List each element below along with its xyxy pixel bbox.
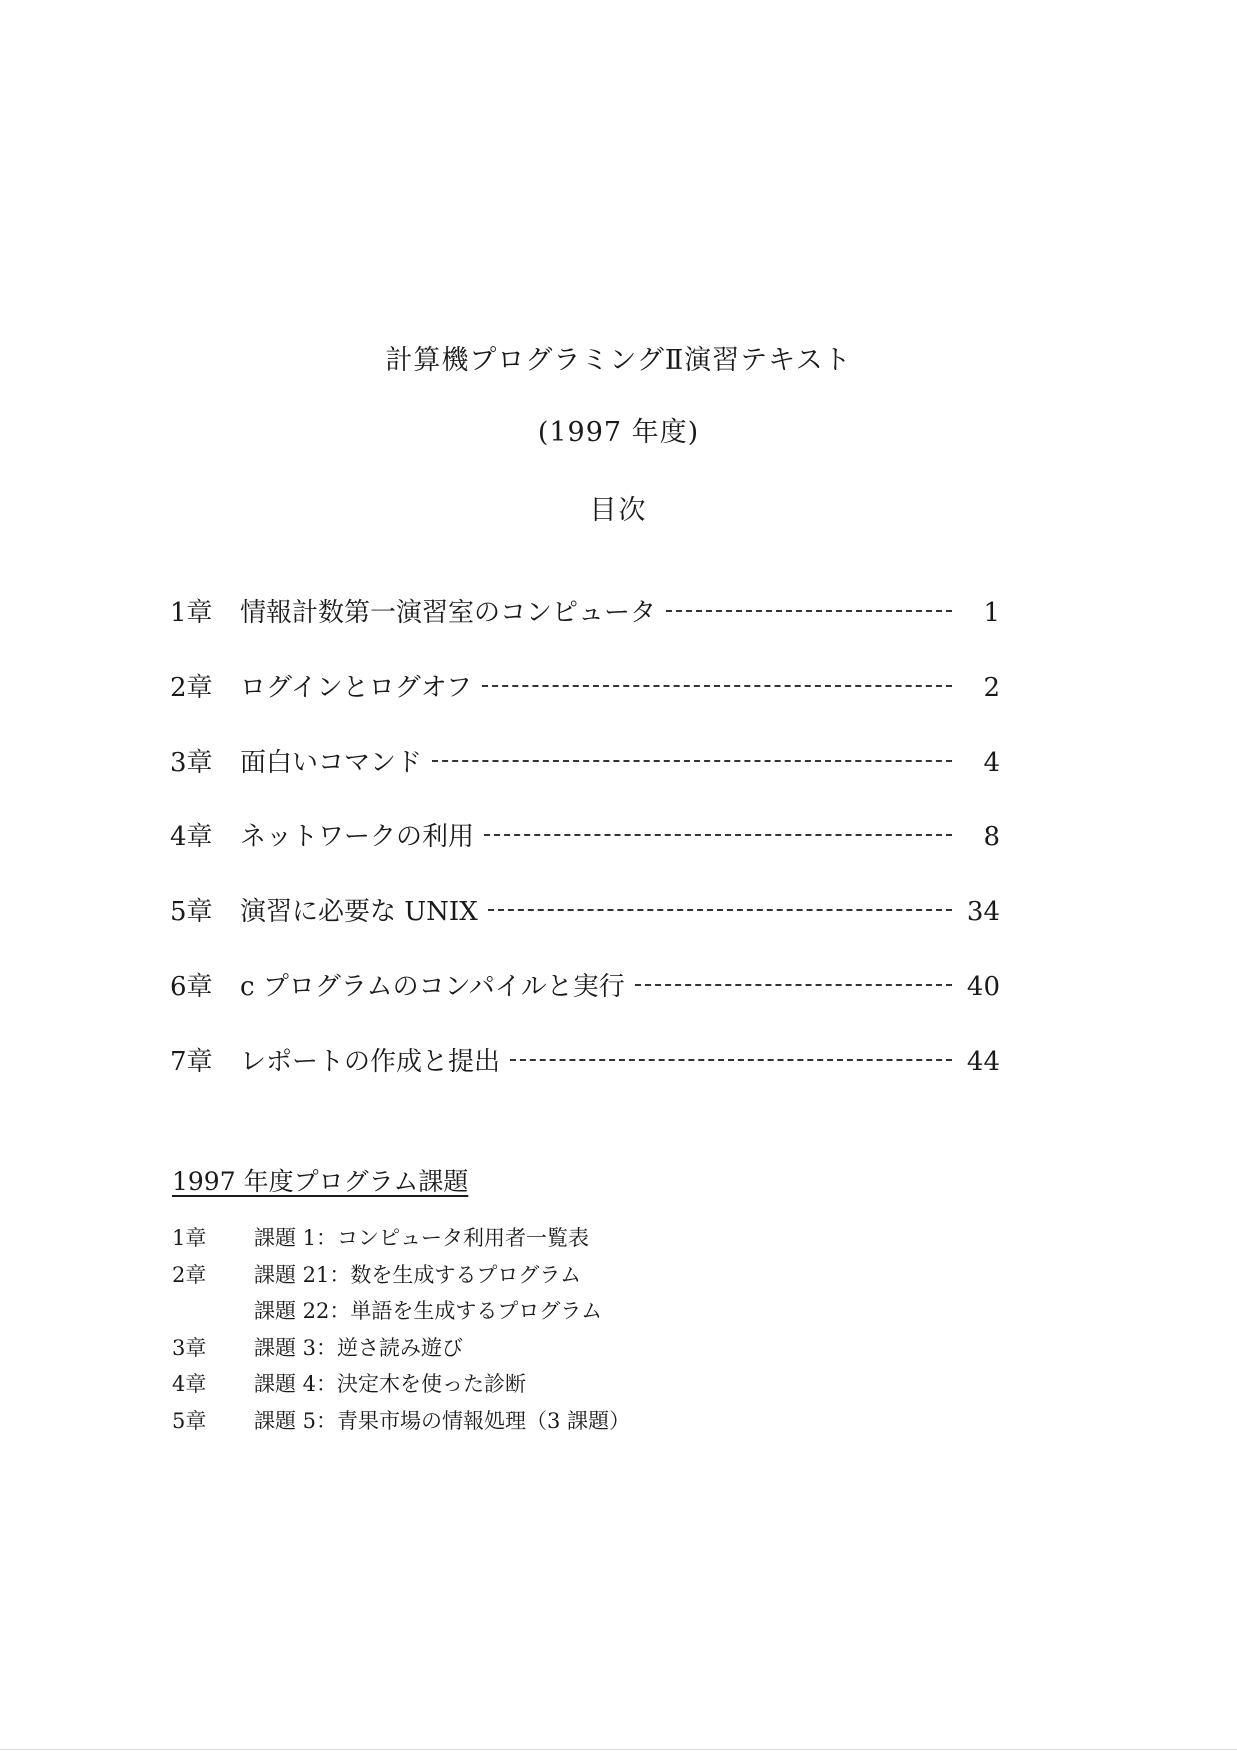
assignment-item [172,1222,630,1259]
assignment-text: 課題 21：数を生成するプログラム [254,1262,582,1287]
toc-chapter-number: 5章 [170,897,213,928]
toc-page-number: 8 [983,822,1000,853]
toc-chapter-number: 3章 [170,747,213,778]
toc-page-number: 4 [983,747,1000,778]
toc-entry [170,891,1000,966]
document-year: (1997 年度) [537,417,700,448]
toc-chapter-number: 2章 [170,672,213,703]
assignment-text: 課題 3：逆さ読み遊び [254,1335,464,1360]
toc-chapter-title: ネットワークの利用 [240,822,475,853]
assignment-text: 課題 22：単語を生成するプログラム [254,1299,603,1324]
assignment-text: 課題 4：決定木を使った診断 [254,1372,527,1397]
dot-leader [666,610,952,612]
assignment-text: 課題 5：青果市場の情報処理（3 課題） [254,1408,631,1433]
assignment-chapter: 4章 [172,1372,207,1397]
toc-entry [170,816,1000,891]
toc-entry [170,592,1000,667]
toc-page-number: 1 [983,598,1000,628]
toc-entry [170,742,1000,817]
dot-leader [484,834,952,836]
assignments-heading: 1997 年度プログラム課題 [172,1167,469,1196]
assignments-list [172,1222,630,1442]
toc-chapter-number: 6章 [170,971,213,1002]
toc-page-number: 2 [983,672,1000,703]
table-of-contents [170,592,1000,1116]
dot-leader [432,760,952,762]
assignment-item [172,1405,630,1442]
toc-chapter-title: c プログラムのコンパイルと実行 [240,971,625,1002]
toc-heading: 目次 [589,495,648,526]
toc-page-number: 34 [966,897,1000,928]
dot-leader [488,909,952,911]
toc-entry [170,966,1000,1041]
toc-chapter-number: 1章 [170,598,213,628]
dot-leader [510,1059,952,1061]
toc-chapter-title: ログインとログオフ [240,672,472,703]
toc-chapter-title: 演習に必要な UNIX [240,897,478,928]
assignment-item [172,1259,630,1296]
toc-chapter-number: 4章 [170,822,213,853]
toc-chapter-title: 情報計数第一演習室のコンピュータ [240,598,657,628]
toc-page-number: 44 [966,1046,1000,1077]
toc-chapter-number: 7章 [170,1046,213,1077]
scan-edge-line [0,1749,1237,1750]
toc-chapter-title: 面白いコマンド [240,747,423,778]
dot-leader [635,984,952,986]
toc-entry [170,1041,1000,1116]
assignment-chapter: 1章 [172,1226,207,1250]
assignment-chapter: 3章 [172,1335,207,1360]
assignment-chapter: 5章 [172,1408,207,1433]
assignment-text: 課題 1：コンピュータ利用者一覧表 [254,1226,590,1250]
toc-entry [170,667,1000,742]
dot-leader [482,685,952,687]
toc-page-number: 40 [966,971,1000,1002]
assignment-item [172,1368,630,1405]
toc-chapter-title: レポートの作成と提出 [240,1046,501,1077]
assignment-item [172,1295,630,1332]
assignment-chapter: 2章 [172,1262,207,1287]
document-title: 計算機プログラミングⅡ演習テキスト [385,345,852,376]
assignment-item [172,1332,630,1369]
